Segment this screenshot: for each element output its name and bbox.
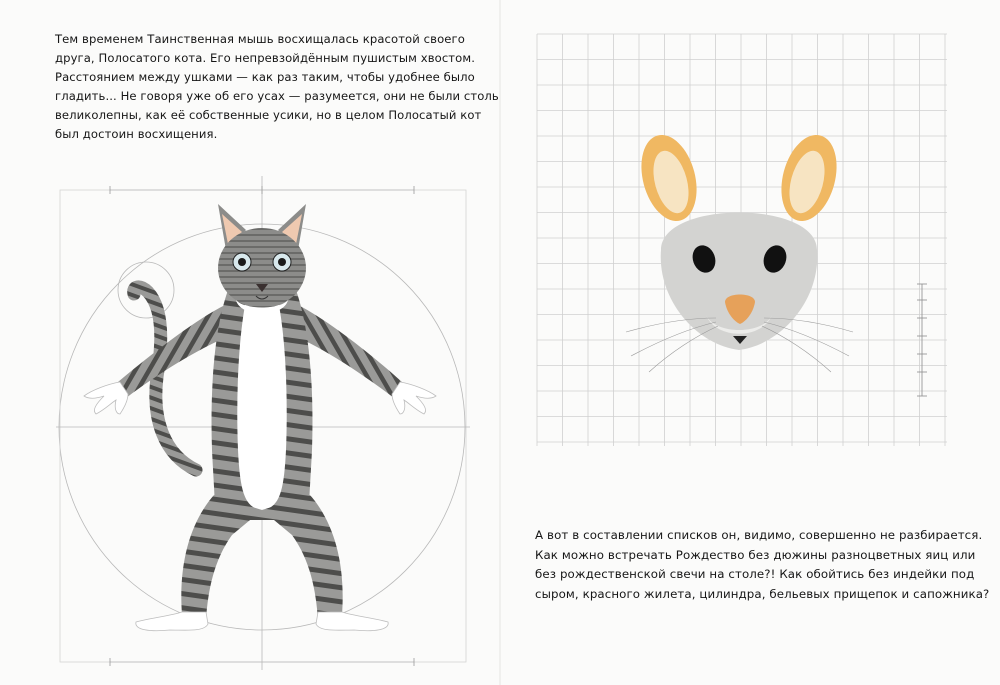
cat-illustration	[0, 0, 499, 685]
cat-left-paw	[84, 382, 128, 414]
text-line: Расстоянием между ушками — как раз таким, чтобы удобнее было	[55, 70, 475, 84]
left-page	[0, 0, 499, 685]
text-line: без рождественской свечи на столе?! Как обойтись без индейки под	[535, 567, 975, 581]
text-line: Тем временем Таинственная мышь восхищалась красотой своего	[55, 32, 465, 46]
cat-left-foot	[136, 612, 208, 631]
text-line: Как можно встречать Рождество без дюжины разноцветных яиц или	[535, 547, 976, 562]
cat-belly	[237, 300, 286, 510]
right-paragraph	[535, 526, 989, 604]
cat-right-leg	[262, 495, 343, 620]
text-line: был достоин восхищения.	[55, 127, 218, 141]
text-line: великолепны, как её собственные усики, но в целом Полосатый кот	[55, 108, 482, 122]
right-page	[501, 0, 1000, 685]
cat-left-leg	[181, 495, 262, 620]
cat-right-foot	[316, 612, 388, 631]
text-line: друга, Полосатого кота. Его непревзойдённым пушистым хвостом.	[55, 51, 475, 65]
text-line: гладить... Не говоря уже об его усах — разумеется, они не были столь	[55, 89, 499, 103]
text-line: сыром, красного жилета, цилиндра, бельевых прищепок и сапожника?	[535, 586, 990, 601]
text-line: А вот в составлении списков он, видимо, совершенно не разбирается.	[535, 528, 983, 542]
cat-right-paw	[392, 382, 436, 414]
mouse-head	[626, 129, 853, 372]
